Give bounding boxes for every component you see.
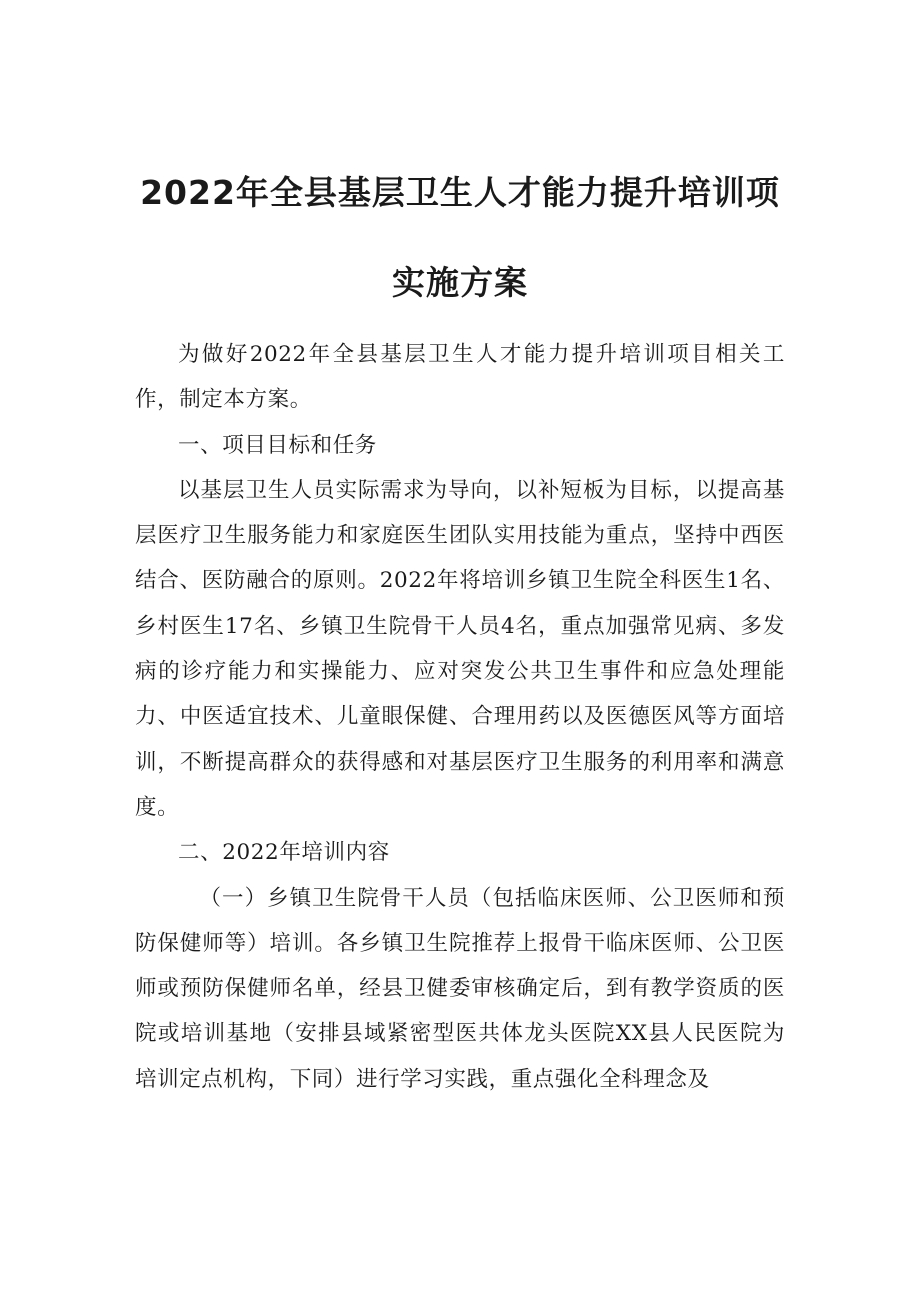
section-heading-1: 一、项目目标和任务 [178, 432, 377, 458]
intro-paragraph: 为做好2022年全县基层卫生人才能力提升培训项目相关工作，制定本方案。 [135, 342, 785, 413]
document-body [135, 332, 785, 1102]
document-title-line-1: 2022年全县基层卫生人才能力提升培训项 [140, 173, 780, 212]
training-content-paragraph: （一）乡镇卫生院骨干人员（包括临床医师、公卫医师和预防保健师等）培训。各乡镇卫生院推荐上报骨干临床医师、公卫医师或预防保健师名单，经县卫健委审核确定后，到有教学资质的医院或培训基地（安排县域紧密型医共体龙头医院XX县人民医院为培训定点机构，下同）进行学习实践，重点强化全科理念及 [135, 885, 785, 1092]
document-title-line-2: 实施方案 [392, 263, 528, 302]
goals-paragraph: 以基层卫生人员实际需求为导向，以补短板为目标，以提高基层医疗卫生服务能力和家庭医生团队实用技能为重点，坚持中西医结合、医防融合的原则。2022年将培训乡镇卫生院全科医生1名、乡村医生17名、乡镇卫生院骨干人员4名，重点加强常见病、多发病的诊疗能力和实操能力、应对突发公共卫生事件和应急处理能力、中医适宜技术、儿童眼保健、合理用药以及医德医风等方面培训，不断提高群众的获得感和对基层医疗卫生服务的利用率和满意度。 [135, 477, 785, 820]
section-heading-2: 二、2022年培训内容 [178, 840, 390, 866]
